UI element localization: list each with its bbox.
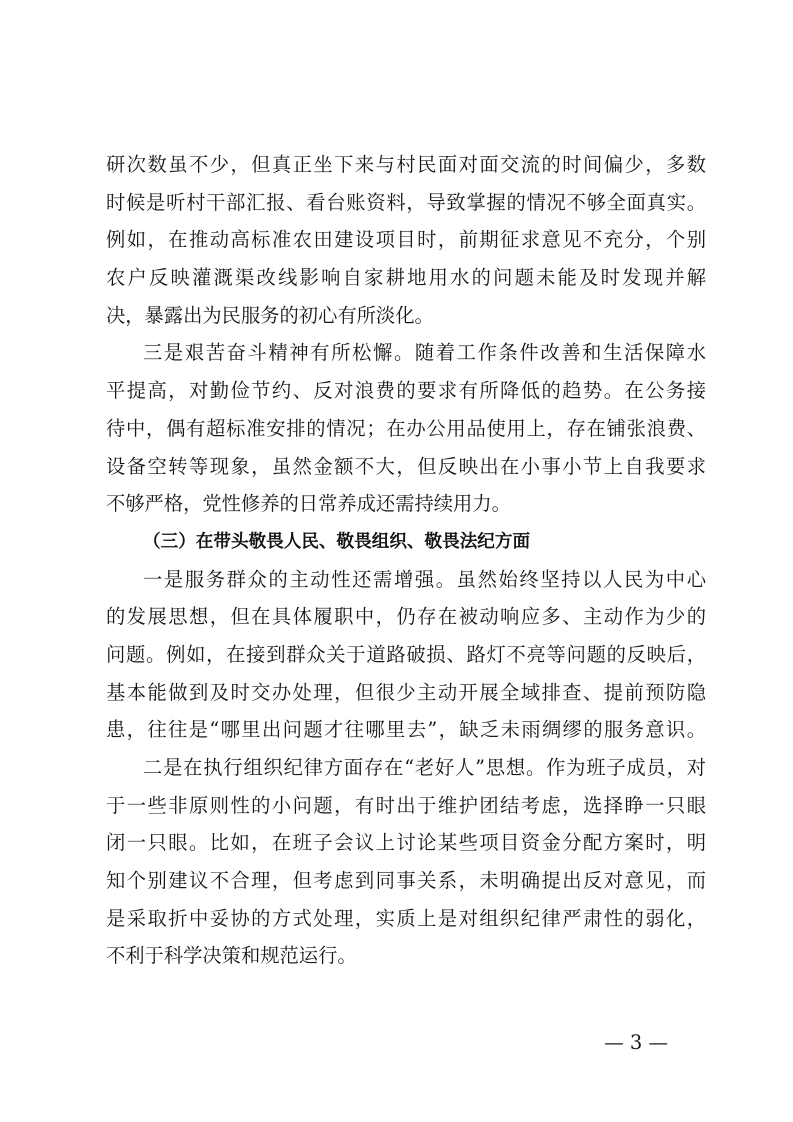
text-line: 的发展思想，但在具体履职中，仍存在被动响应多、主动作为少的 — [106, 605, 706, 629]
paragraph-4 — [106, 749, 706, 975]
paragraph-1 — [106, 146, 706, 334]
text-line: 研次数虽不少，但真正坐下来与村民面对面交流的时间偏少，多数 — [106, 153, 706, 176]
text-line: 平提高，对勤俭节约、反对浪费的要求有所降低的趋势。在公务接 — [106, 379, 706, 403]
text-line: 问题。例如，在接到群众关于道路破损、路灯不亮等问题的反映后， — [106, 642, 706, 666]
text-line: 三是艰苦奋斗精神有所松懈。随着工作条件改善和生活保障水 — [143, 341, 706, 365]
text-line: 不够严格，党性修养的日常养成还需持续用力。 — [106, 492, 511, 516]
text-line: 不利于科学决策和规范运行。 — [106, 944, 357, 968]
paragraph-3 — [106, 561, 706, 749]
text-line: 基本能做到及时交办处理，但很少主动开展全域排查、提前预防隐 — [106, 680, 706, 704]
text-line: 时候是听村干部汇报、看台账资料，导致掌握的情况不够全面真实。 — [106, 190, 706, 214]
text-line: 知个别建议不合理，但考虑到同事关系，未明确提出反对意见，而 — [106, 869, 706, 893]
section-heading: （三）在带头敬畏人民、敬畏组织、敬畏法纪方面 — [143, 530, 531, 552]
text-line: 于一些非原则性的小问题，有时出于维护团结考虑，选择睁一只眼 — [106, 793, 706, 817]
text-line: 设备空转等现象，虽然金额不大，但反映出在小事小节上自我要求 — [106, 454, 706, 478]
page-number: — 3 — — [604, 1031, 668, 1054]
text-line: 一是服务群众的主动性还需增强。虽然始终坚持以人民为中心 — [143, 567, 706, 591]
text-line: 农户反映灌溉渠改线影响自家耕地用水的问题未能及时发现并解 — [106, 266, 706, 290]
text-line: 是采取折中妥协的方式处理，实质上是对组织纪律严肃性的弱化， — [106, 906, 706, 930]
paragraph-2 — [106, 334, 706, 522]
text-line: 闭一只眼。比如，在班子会议上讨论某些项目资金分配方案时，明 — [106, 831, 706, 855]
text-line: 例如，在推动高标准农田建设项目时，前期征求意见不充分，个别 — [106, 228, 706, 252]
text-line: 患，往往是“哪里出问题才往哪里去”，缺乏未雨绸缪的服务意识。 — [106, 718, 706, 742]
text-line: 二是在执行组织纪律方面存在“老好人”思想。作为班子成员，对 — [143, 756, 706, 779]
text-line: 决，暴露出为民服务的初心有所淡化。 — [106, 303, 434, 327]
text-line: 待中，偶有超标准安排的情况；在办公用品使用上，存在铺张浪费、 — [106, 416, 706, 440]
document-body — [106, 146, 706, 975]
